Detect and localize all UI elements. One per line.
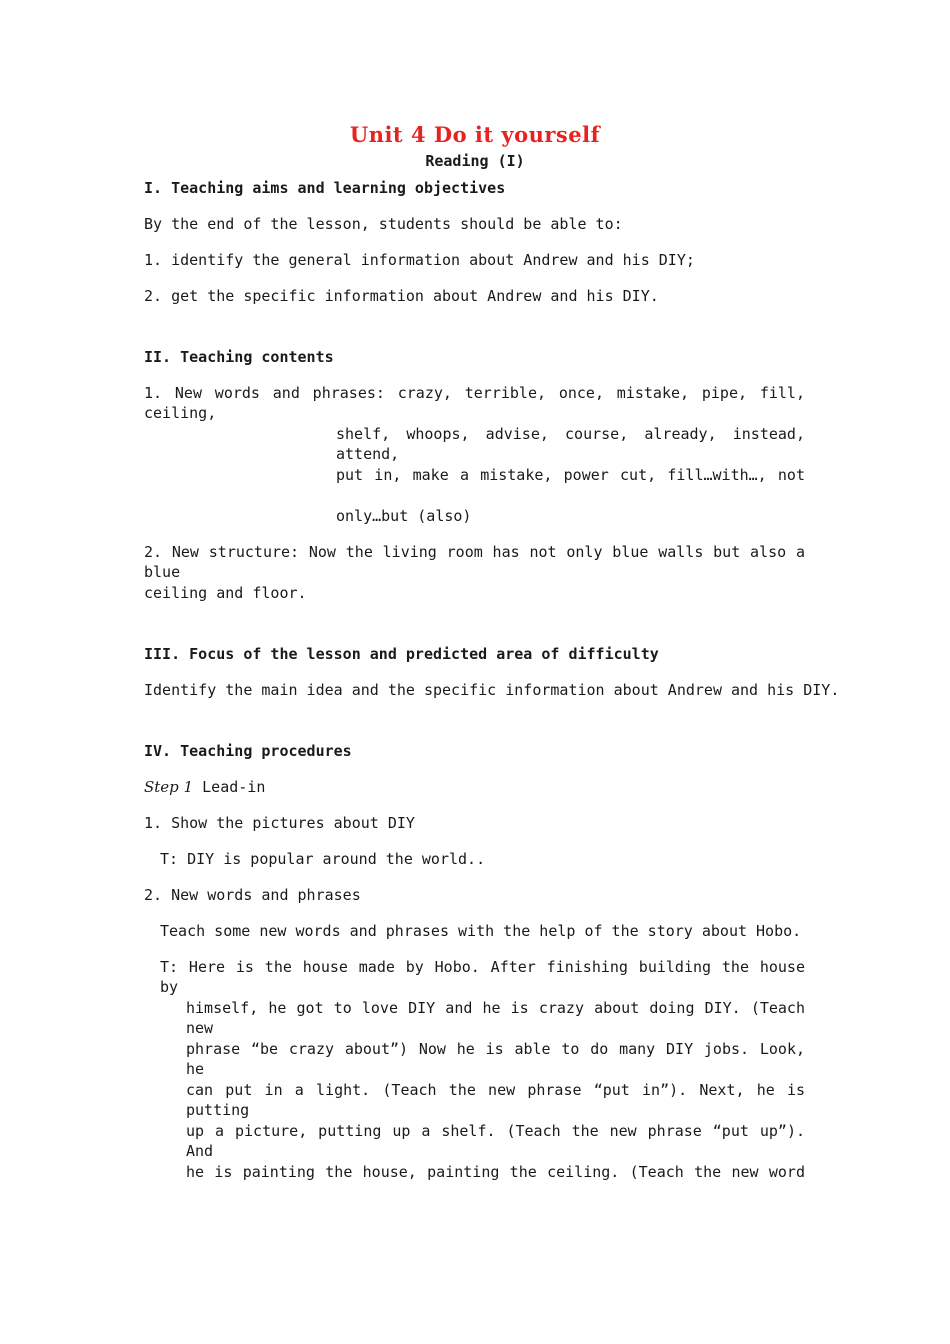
contents-line-5: 2. New structure: Now the living room has not only blue walls but also a blue (144, 543, 805, 581)
section-heading-focus: III. Focus of the lesson and predicted area of difficulty (144, 645, 659, 663)
procedure-line-3: 2. New words and phrases (144, 886, 361, 904)
contents-line-4: only…but (also) (336, 507, 472, 525)
step-label: Step 1 (144, 778, 194, 796)
document-subtitle: Reading (I) (425, 152, 525, 170)
contents-line-2: shelf, whoops, advise, course, already, instead, attend, (336, 425, 805, 463)
document-title: Unit 4 Do it yourself (349, 122, 601, 147)
procedure-line-4: Teach some new words and phrases with the help of the story about Hobo. (160, 922, 802, 940)
paragraph-line-1: T: Here is the house made by Hobo. After finishing building the house by (160, 958, 805, 996)
paragraph-line-6: he is painting the house, painting the ceiling. (Teach the new word (186, 1163, 805, 1181)
section-heading-contents: II. Teaching contents (144, 348, 334, 366)
procedure-line-2: T: DIY is popular around the world.. (160, 850, 486, 868)
section-heading-aims: I. Teaching aims and learning objectives (144, 179, 506, 197)
contents-line-6: ceiling and floor. (144, 584, 307, 602)
paragraph-line-4: can put in a light. (Teach the new phrase “put in”). Next, he is putting (186, 1081, 805, 1119)
section-heading-procedures: IV. Teaching procedures (144, 742, 352, 760)
aims-intro: By the end of the lesson, students should be able to: (144, 215, 623, 233)
aims-item-1: 1. identify the general information about Andrew and his DIY; (144, 251, 695, 269)
paragraph-line-2: himself, he got to love DIY and he is crazy about doing DIY. (Teach new (186, 999, 805, 1037)
paragraph-line-5: up a picture, putting up a shelf. (Teach the new phrase “put up”). And (186, 1122, 805, 1160)
contents-line-1: 1. New words and phrases: crazy, terrible, once, mistake, pipe, fill, ceiling, (144, 384, 805, 422)
step-1-line (144, 777, 265, 797)
contents-line-3: put in, make a mistake, power cut, fill…with…, not (336, 466, 805, 484)
focus-line-1: Identify the main idea and the specific information about Andrew and his DIY. (144, 681, 840, 699)
procedure-line-1: 1. Show the pictures about DIY (144, 814, 415, 832)
aims-item-2: 2. get the specific information about Andrew and his DIY. (144, 287, 659, 305)
paragraph-line-3: phrase “be crazy about”) Now he is able to do many DIY jobs. Look, he (186, 1040, 805, 1078)
step-title: Lead-in (202, 778, 266, 796)
